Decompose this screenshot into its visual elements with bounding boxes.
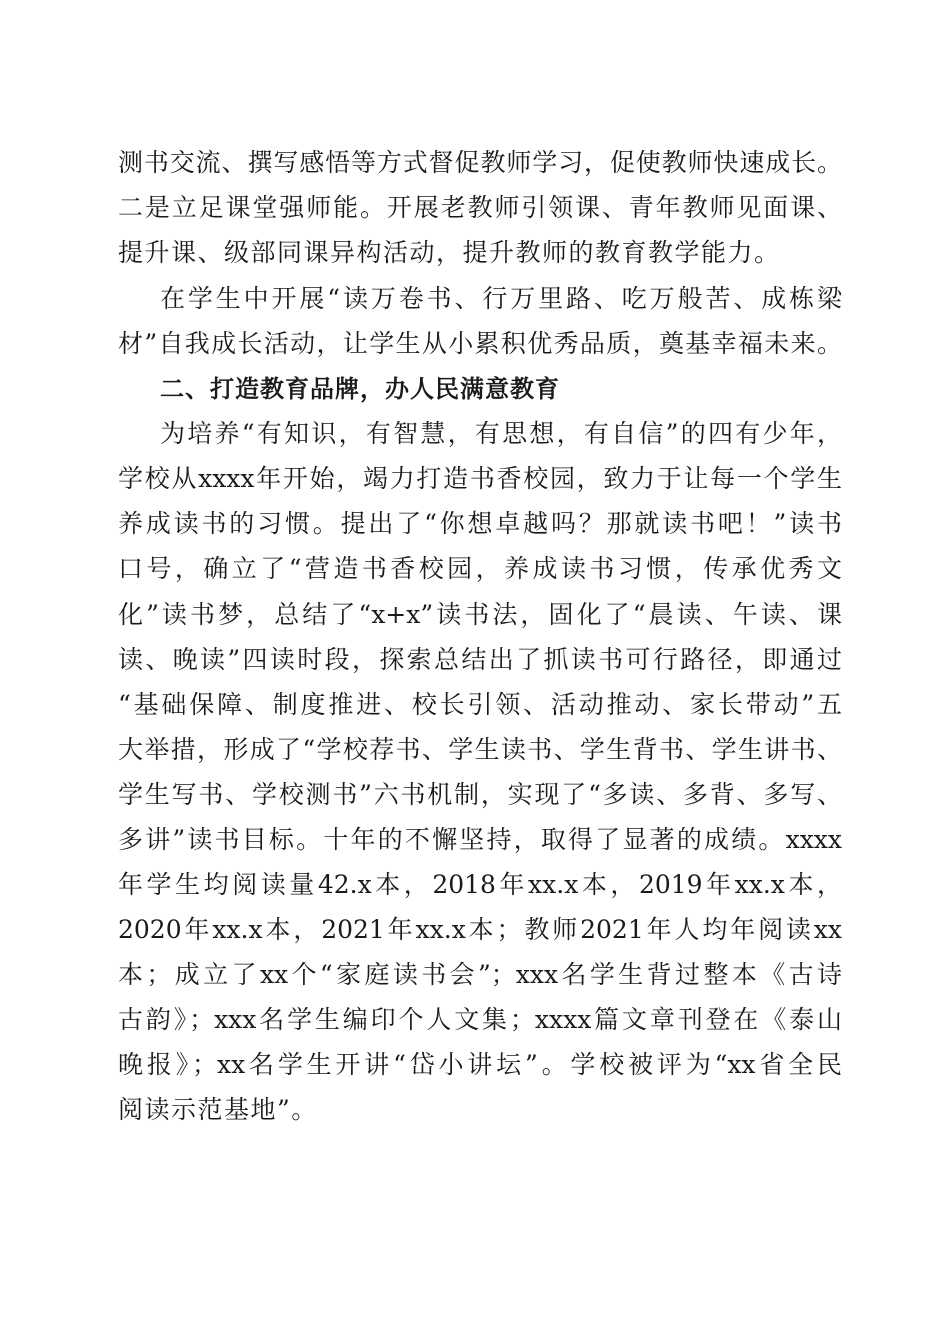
paragraph-3-line-11: 年学生均阅读量42.x本，2018年xx.x本，2019年xx.x本， <box>118 870 842 899</box>
paragraph-3-line-1: 为培养“有知识，有智慧，有思想，有自信”的四有少年， <box>160 419 842 448</box>
paragraph-3-line-8: 大举措，形成了“学校荐书、学生读书、学生背书、学生讲书、 <box>118 735 842 764</box>
paragraph-3-line-3: 养成读书的习惯。提出了“你想卓越吗？那就读书吧！”读书 <box>118 509 842 538</box>
paragraph-1-line-3: 提升课、级部同课异构活动，提升教师的教育教学能力。 <box>118 238 781 267</box>
paragraph-3-line-14: 古韵》；xxx名学生编印个人文集；xxxx篇文章刊登在《泰山 <box>118 1005 842 1034</box>
paragraph-3-line-13: 本；成立了xx个“家庭读书会”；xxx名学生背过整本《古诗 <box>118 960 842 989</box>
paragraph-3-line-12: 2020年xx.x本，2021年xx.x本；教师2021年人均年阅读xx <box>118 915 842 944</box>
paragraph-3-line-16: 阅读示范基地”。 <box>118 1095 318 1124</box>
paragraph-2-line-1: 在学生中开展“读万卷书、行万里路、吃万般苦、成栋梁 <box>160 284 842 313</box>
section-heading: 二、打造教育品牌，办人民满意教育 <box>160 375 560 403</box>
paragraph-3-line-15: 晚报》；xx名学生开讲“岱小讲坛”。学校被评为“xx省全民 <box>118 1050 842 1079</box>
paragraph-3-line-6: 读、晚读”四读时段，探索总结出了抓读书可行路径，即通过 <box>118 645 842 674</box>
paragraph-3-line-2: 学校从xxxx年开始，竭力打造书香校园，致力于让每一个学生 <box>118 464 842 493</box>
paragraph-3-line-10: 多讲”读书目标。十年的不懈坚持，取得了显著的成绩。xxxx <box>118 825 842 854</box>
paragraph-3-line-9: 学生写书、学校测书”六书机制，实现了“多读、多背、多写、 <box>118 780 842 809</box>
paragraph-3-line-4: 口号，确立了“营造书香校园，养成读书习惯，传承优秀文 <box>118 554 842 583</box>
paragraph-1-line-1: 测书交流、撰写感悟等方式督促教师学习，促使教师快速成长。 <box>118 148 842 177</box>
paragraph-3-line-5: 化”读书梦，总结了“x+x”读书法，固化了“晨读、午读、课 <box>118 600 842 629</box>
paragraph-1-line-2: 二是立足课堂强师能。开展老教师引领课、青年教师见面课、 <box>118 193 842 222</box>
paragraph-2-line-2: 材”自我成长活动，让学生从小累积优秀品质，奠基幸福未来。 <box>118 329 842 358</box>
paragraph-3-line-7: “基础保障、制度推进、校长引领、活动推动、家长带动”五 <box>118 690 842 719</box>
